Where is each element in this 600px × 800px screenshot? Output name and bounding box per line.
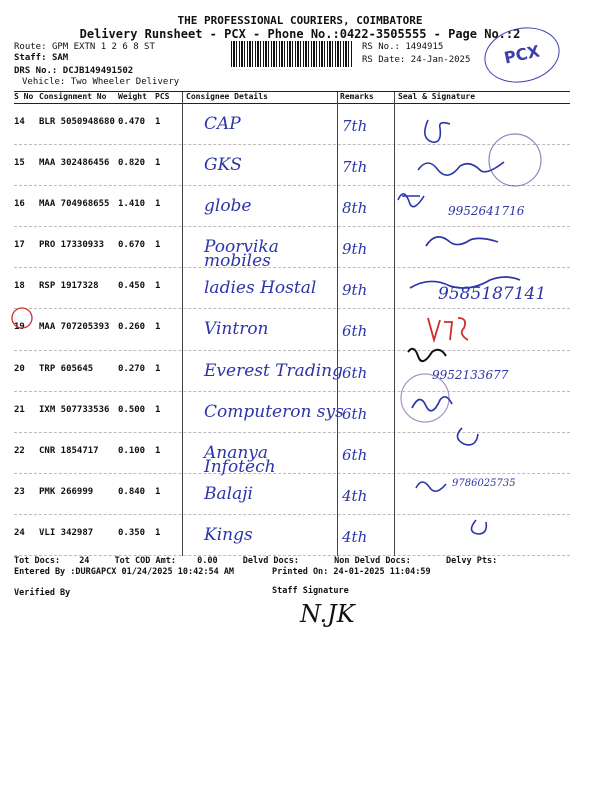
delvy-pts-label: Delvy Pts:: [446, 556, 498, 566]
vehicle-value: Two Wheeler Delivery: [70, 77, 180, 87]
row-remark: 6th: [342, 363, 368, 382]
row-pcs: 1: [155, 445, 161, 456]
row-sno: 24: [14, 527, 25, 538]
col-pcs: PCS: [155, 92, 170, 101]
row-remark: 4th: [342, 486, 368, 505]
row-consignment-no: TRP 605645: [39, 363, 94, 374]
phone-row23: 9786025735: [452, 478, 516, 489]
row-consignee: Kings: [204, 524, 253, 545]
company-title: THE PROFESSIONAL COURIERS, COIMBATORE: [177, 14, 423, 27]
staff-line: [14, 53, 68, 63]
table-header: [14, 92, 570, 104]
column-divider: [182, 92, 183, 556]
column-divider: [394, 92, 395, 556]
verified-by: Verified By: [14, 588, 71, 598]
row-remark: 6th: [342, 445, 368, 464]
table-row: [14, 145, 570, 186]
col-weight: Weight: [118, 92, 147, 101]
table-row: [14, 309, 570, 350]
row-pcs: 1: [155, 404, 161, 415]
row-consignee: globe: [204, 196, 252, 217]
runsheet-title: Delivery Runsheet - PCX - Phone No.:0422-3505555 - Page No.:2: [79, 27, 521, 41]
row-sno: 22: [14, 445, 25, 456]
row-remark: 7th: [342, 158, 368, 177]
vehicle-label: Vehicle:: [22, 77, 66, 87]
row-consignment-no: RSP 1917328: [39, 281, 99, 292]
row-weight: 0.470: [118, 117, 146, 127]
totals-line: [14, 556, 497, 566]
row-pcs: 1: [155, 363, 161, 374]
row-remark: 9th: [342, 240, 368, 259]
row-consignment-no: IXM 507733536: [39, 404, 110, 415]
row-sno: 16: [14, 199, 25, 210]
tot-cod-label: Tot COD Amt:: [114, 556, 176, 566]
row-sno: 20: [14, 363, 25, 374]
row-pcs: 1: [155, 281, 161, 292]
row-weight: 0.270: [118, 363, 146, 374]
row-consignment-no: MAA 302486456: [39, 158, 110, 169]
pcx-stamp: PCX: [479, 21, 565, 90]
tot-docs-value: 24: [79, 556, 90, 566]
phone-row20: 9952133677: [432, 368, 509, 382]
drs-line: [14, 66, 133, 76]
tot-docs-label: Tot Docs:: [14, 556, 61, 566]
row-sno: 23: [14, 486, 25, 497]
row-consignment-no: PRO 17330933: [39, 240, 105, 251]
barcode: [231, 41, 353, 67]
row-sno: 18: [14, 281, 25, 292]
route-label: Route:: [14, 42, 47, 52]
row-sno: 15: [14, 158, 25, 169]
row-consignment-no: VLI 342987: [39, 527, 94, 538]
row-pcs: 1: [155, 158, 161, 169]
row-weight: 0.260: [118, 322, 146, 333]
rs-no-line: [362, 42, 443, 52]
row-weight: 0.450: [118, 281, 146, 292]
row-consignment-no: MAA 707205393: [39, 322, 110, 333]
table-row: [14, 515, 570, 556]
table-row: [14, 433, 570, 477]
row-remark: 6th: [342, 404, 368, 423]
row-weight: 0.820: [118, 158, 146, 169]
row-consignment-no: BLR 5050948680: [39, 117, 115, 127]
table-row: [14, 227, 570, 272]
table-row: [14, 392, 570, 433]
row-pcs: 1: [155, 322, 161, 333]
rs-date-label: RS Date:: [362, 55, 406, 65]
row-consignee: Computeron sys: [204, 401, 344, 422]
phone-row16: 9952641716: [448, 204, 525, 218]
table-row: [14, 104, 570, 145]
row-sno: 21: [14, 404, 25, 415]
row-weight: 1.410: [118, 199, 146, 210]
row-consignee: CAP: [204, 114, 241, 134]
row-remark: 9th: [342, 281, 368, 300]
row-consignee: Everest Trading: [204, 360, 343, 381]
column-divider: [337, 92, 338, 556]
entered-by: Entered By :DURGAPCX 01/24/2025 10:42:54 AM: [14, 567, 235, 577]
route-line: [14, 42, 155, 52]
row-consignee: ladies Hostal: [204, 278, 317, 299]
col-sno: S No: [14, 92, 34, 101]
rs-date-value: 24-Jan-2025: [410, 55, 471, 65]
row-sno: 17: [14, 240, 25, 251]
phone-row18: 9585187141: [438, 284, 547, 304]
row-pcs: 1: [155, 117, 161, 127]
row-weight: 0.100: [118, 445, 146, 456]
row-consignee: GKS: [204, 155, 242, 176]
row-consignment-no: MAA 704968655: [39, 199, 110, 210]
staff-signature-label: Staff Signature: [272, 586, 349, 596]
row-remark: 6th: [342, 322, 368, 341]
drs-label: DRS No.:: [14, 66, 58, 76]
col-remarks: Remarks: [340, 92, 374, 101]
row-weight: 0.840: [118, 486, 146, 497]
delvd-docs-label: Delvd Docs:: [242, 556, 300, 566]
row-consignment-no: CNR 1854717: [39, 445, 99, 456]
rs-no-label: RS No.:: [362, 42, 400, 52]
rs-date-line: [362, 55, 470, 65]
row-weight: 0.500: [118, 404, 146, 415]
rs-no-value: 1494915: [405, 42, 444, 52]
row-consignment-no: PMK 266999: [39, 486, 94, 497]
row-consignee: Ananya Infotech: [204, 442, 276, 477]
row-sno: 19: [14, 322, 25, 333]
row-pcs: 1: [155, 527, 161, 538]
col-consignee: Consignee Details: [186, 92, 268, 101]
row-pcs: 1: [155, 486, 161, 497]
row-remark: 4th: [342, 527, 368, 546]
drs-value: DCJB149491502: [62, 66, 134, 76]
row-consignee: Balaji: [204, 483, 253, 504]
row-weight: 0.670: [118, 240, 146, 251]
col-consignment: Consignment No: [39, 92, 107, 101]
row-sno: 14: [14, 117, 25, 127]
staff-signature: N.JK: [300, 600, 355, 628]
row-remark: 8th: [342, 199, 368, 218]
row-pcs: 1: [155, 199, 161, 210]
row-consignee: Vintron: [204, 319, 269, 340]
printed-on: Printed On: 24-01-2025 11:04:59: [272, 567, 431, 577]
vehicle-line: [22, 77, 179, 87]
tot-cod-value: 0.00: [197, 556, 218, 566]
staff-label: Staff:: [14, 53, 47, 63]
row-consignee: Poorvika mobiles: [204, 237, 279, 272]
row-weight: 0.350: [118, 527, 146, 538]
col-seal-signature: Seal & Signature: [398, 92, 476, 101]
non-delvd-docs-label: Non Delvd Docs:: [334, 556, 411, 566]
route-value: GPM EXTN 1 2 6 8 ST: [51, 42, 155, 52]
row-pcs: 1: [155, 240, 161, 251]
staff-value: SAM: [51, 53, 69, 63]
row-remark: 7th: [342, 117, 368, 135]
